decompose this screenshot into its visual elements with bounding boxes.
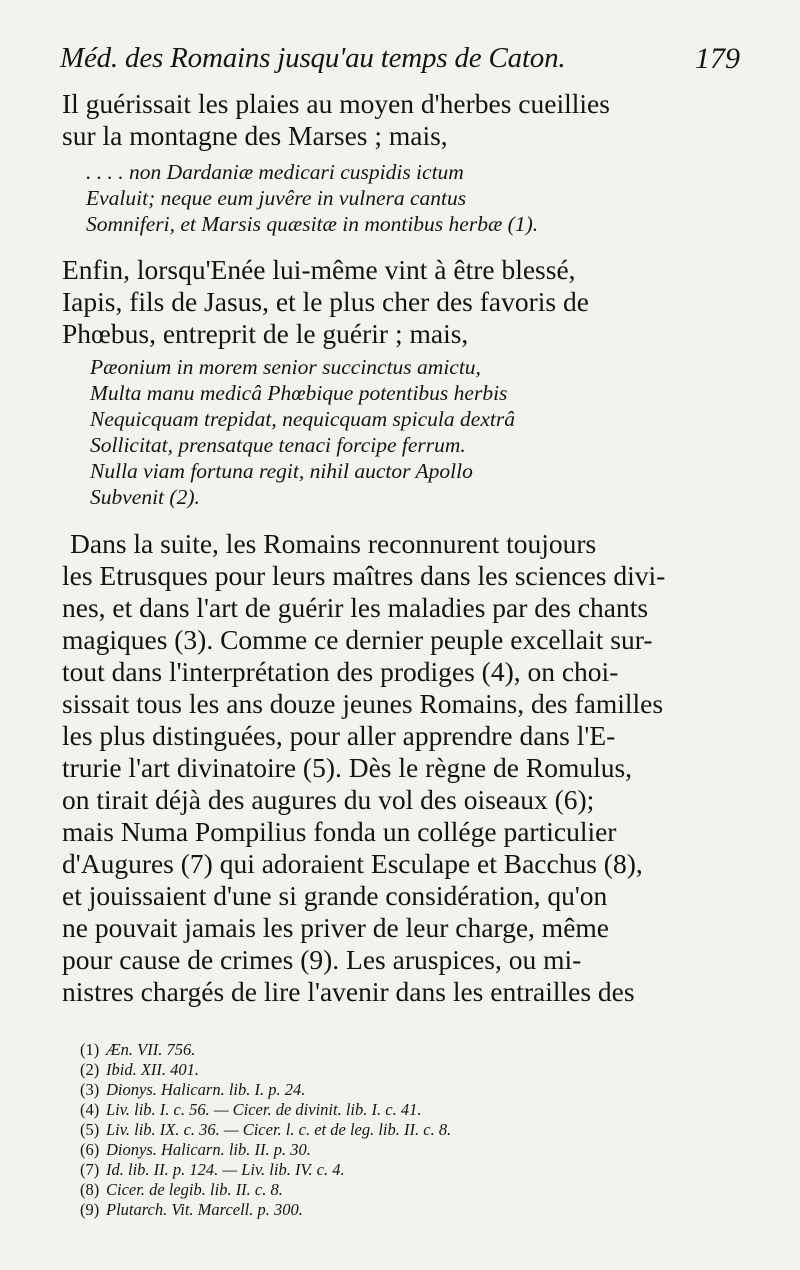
quote-line: Subvenit (2). <box>90 485 200 509</box>
footnote <box>80 1200 303 1220</box>
footnote <box>80 1080 305 1100</box>
footnote-mark: (9) <box>80 1200 100 1219</box>
quote-line: Somniferi, et Marsis quæsitæ in montibus herbæ (1). <box>86 212 539 236</box>
footnote-text: Æn. VII. 756. <box>106 1040 196 1059</box>
quote-line: . . . . non Dardaniæ medicari cuspidis ictum <box>86 160 464 184</box>
footnote <box>80 1140 311 1160</box>
footnote-text: Dionys. Halicarn. lib. II. p. 30. <box>106 1140 311 1159</box>
quote-line: Pæonium in morem senior succinctus amictu, <box>90 355 481 379</box>
paragraph-line: magiques (3). Comme ce dernier peuple excellait sur- <box>62 624 653 655</box>
footnote-text: Liv. lib. I. c. 56. — Cicer. de divinit. lib. I. c. 41. <box>106 1100 422 1119</box>
paragraph-line: d'Augures (7) qui adoraient Esculape et Bacchus (8), <box>62 848 643 879</box>
paragraph-line: Phœbus, entreprit de le guérir ; mais, <box>62 318 469 349</box>
quote-line: Evaluit; neque eum juvêre in vulnera cantus <box>86 186 467 210</box>
quote-line: Nequicquam trepidat, nequicquam spicula dextrâ <box>90 407 515 431</box>
paragraph-line: les plus distinguées, pour aller apprendre dans l'E- <box>62 720 616 751</box>
paragraph-line: trurie l'art divinatoire (5). Dès le règne de Romulus, <box>62 752 633 783</box>
quote-line: Multa manu medicâ Phœbique potentibus herbis <box>90 381 508 405</box>
paragraph-line: Iapis, fils de Jasus, et le plus cher des favoris de <box>62 286 589 317</box>
footnote-text: Dionys. Halicarn. lib. I. p. 24. <box>106 1080 306 1099</box>
running-title: Méd. des Romains jusqu'au temps de Caton. <box>60 42 566 74</box>
running-header <box>60 42 740 82</box>
footnote <box>80 1100 421 1120</box>
footnote-text: Id. lib. II. p. 124. — Liv. lib. IV. c. 4. <box>106 1160 345 1179</box>
paragraph-line: et jouissaient d'une si grande considération, qu'on <box>62 880 608 911</box>
paragraph-line: Il guérissait les plaies au moyen d'herbes cueillies <box>62 88 610 119</box>
footnote-mark: (7) <box>80 1160 100 1179</box>
footnote <box>80 1060 199 1080</box>
paragraph-line: Dans la suite, les Romains reconnurent toujours <box>70 528 597 559</box>
footnote <box>80 1180 283 1200</box>
quote-line: Sollicitat, prensatque tenaci forcipe ferrum. <box>90 433 466 457</box>
footnote-text: Liv. lib. IX. c. 36. — Cicer. l. c. et de leg. lib. II. c. 8. <box>106 1120 452 1139</box>
paragraph-line: on tirait déjà des augures du vol des oiseaux (6); <box>62 784 595 815</box>
footnote-mark: (5) <box>80 1120 100 1139</box>
footnote-mark: (1) <box>80 1040 100 1059</box>
paragraph-line: sur la montagne des Marses ; mais, <box>62 120 448 151</box>
footnote-mark: (3) <box>80 1080 100 1099</box>
footnote-mark: (6) <box>80 1140 100 1159</box>
paragraph-line: tout dans l'interprétation des prodiges (4), on choi- <box>62 656 619 687</box>
footnote-mark: (8) <box>80 1180 100 1199</box>
paragraph-line: nistres chargés de lire l'avenir dans les entrailles des <box>62 976 635 1007</box>
paragraph-line: ne pouvait jamais les priver de leur charge, même <box>62 912 609 943</box>
paragraph-line: les Etrusques pour leurs maîtres dans les sciences divi- <box>62 560 666 591</box>
paragraph-line: pour cause de crimes (9). Les aruspices, ou mi- <box>62 944 582 975</box>
page-number: 179 <box>695 42 740 75</box>
footnote-mark: (2) <box>80 1060 100 1079</box>
footnote-text: Ibid. XII. 401. <box>106 1060 200 1079</box>
footnote <box>80 1160 345 1180</box>
footnote-mark: (4) <box>80 1100 100 1119</box>
footnote-text: Cicer. de legib. lib. II. c. 8. <box>106 1180 283 1199</box>
paragraph-line: Enfin, lorsqu'Enée lui-même vint à être blessé, <box>62 254 576 285</box>
paragraph-line: nes, et dans l'art de guérir les maladies par des chants <box>62 592 649 623</box>
footnote-text: Plutarch. Vit. Marcell. p. 300. <box>106 1200 303 1219</box>
quote-line: Nulla viam fortuna regit, nihil auctor Apollo <box>90 459 473 483</box>
footnote <box>80 1040 195 1060</box>
paragraph-line: mais Numa Pompilius fonda un collége particulier <box>62 816 617 847</box>
paragraph-line: sissait tous les ans douze jeunes Romains, des familles <box>62 688 664 719</box>
footnote <box>80 1120 451 1140</box>
